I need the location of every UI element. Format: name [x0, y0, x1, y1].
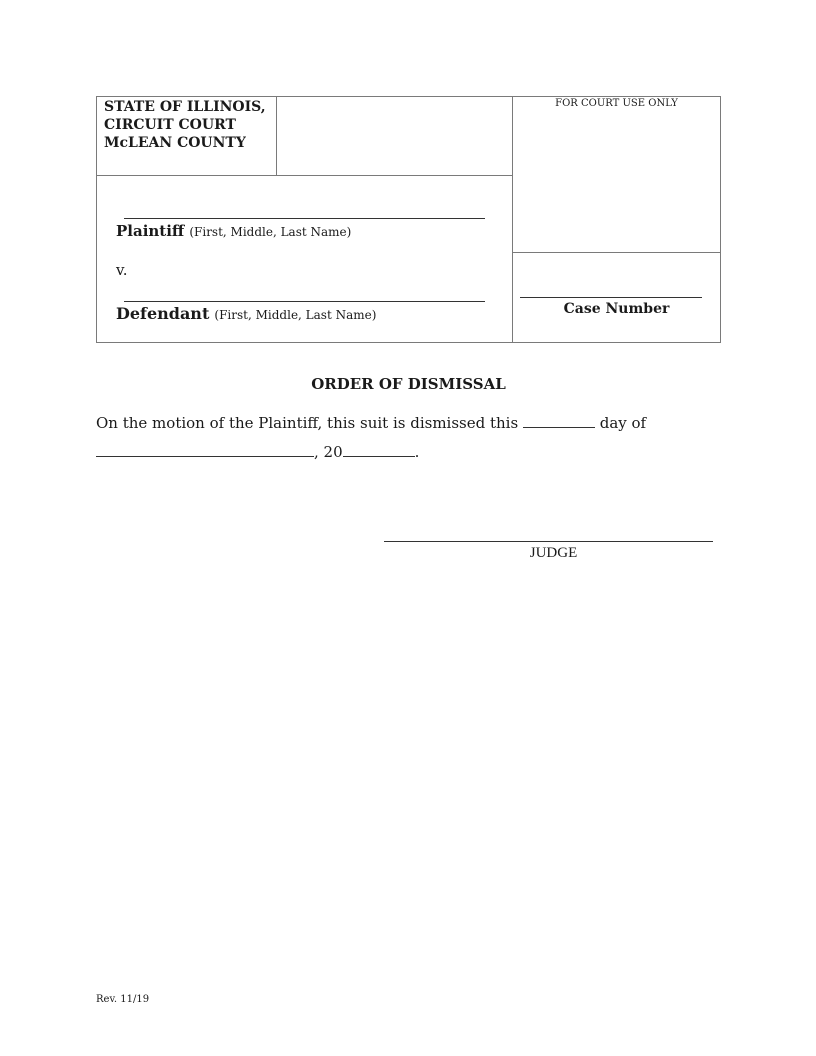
- order-text: On the motion of the Plaintiff, this suit is dismissed this: [96, 414, 519, 432]
- plaintiff-label-row: [116, 221, 351, 240]
- order-text-tail: day of: [599, 414, 647, 432]
- court-use-only-label: FOR COURT USE ONLY: [555, 98, 678, 109]
- plaintiff-name-field[interactable]: [124, 218, 485, 219]
- line-end: .: [414, 443, 420, 461]
- court-box-bottom-border: [96, 175, 513, 176]
- day-field[interactable]: [523, 413, 595, 428]
- court-heading-line: McLEAN COUNTY: [104, 135, 246, 151]
- defendant-name-field[interactable]: [124, 301, 485, 302]
- court-box-divider: [276, 96, 277, 175]
- document-title: ORDER OF DISMISSAL: [311, 375, 506, 393]
- judge-label: JUDGE: [529, 545, 578, 561]
- versus-label: v.: [116, 261, 128, 279]
- court-use-bottom-border: [512, 252, 721, 253]
- defendant-label-row: [116, 304, 376, 323]
- order-line-1: [96, 413, 646, 432]
- plaintiff-hint: (First, Middle, Last Name): [189, 225, 352, 239]
- revision-label: Rev. 11/19: [96, 994, 150, 1005]
- judge-signature-field[interactable]: [384, 541, 713, 542]
- year-field[interactable]: [343, 442, 415, 457]
- case-number-label: Case Number: [563, 301, 670, 317]
- year-prefix: , 20: [314, 443, 343, 461]
- defendant-hint: (First, Middle, Last Name): [214, 308, 377, 322]
- month-field[interactable]: [96, 442, 314, 457]
- court-heading-line: CIRCUIT COURT: [104, 117, 236, 133]
- order-line-2: [96, 442, 419, 461]
- court-heading-line: STATE OF ILLINOIS,: [104, 99, 266, 115]
- court-heading: [104, 98, 266, 152]
- defendant-label: Defendant: [116, 304, 210, 323]
- plaintiff-label: Plaintiff: [116, 222, 185, 240]
- case-number-field[interactable]: [520, 297, 702, 298]
